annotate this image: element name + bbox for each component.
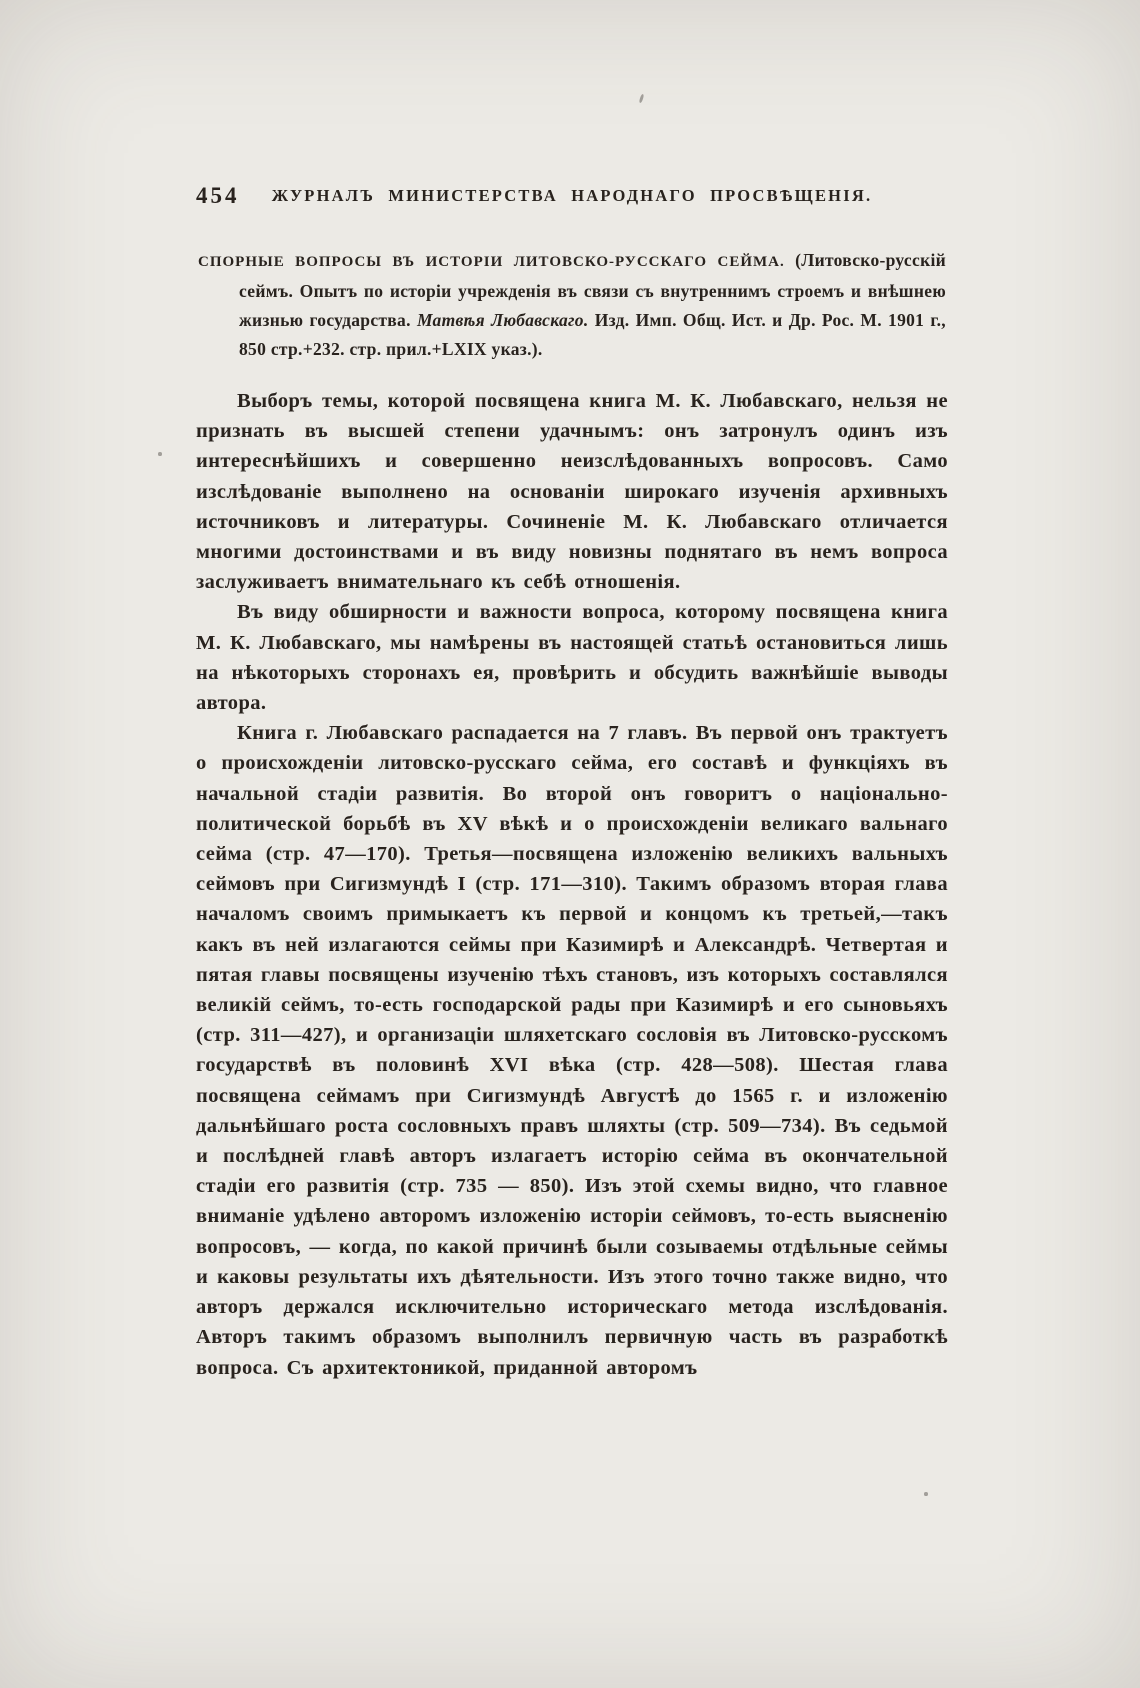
page-number: 454 xyxy=(196,183,240,208)
running-header: ЖУРНАЛЪ МИНИСТЕРСТВА НАРОДНАГО ПРОСВѢЩЕНІЯ. xyxy=(271,186,873,205)
review-author: Матвѣя Любавскаго. xyxy=(416,310,589,330)
scan-artifact xyxy=(158,452,162,456)
scan-artifact xyxy=(924,1492,928,1496)
paragraph-3: Книга г. Любавскаго распадается на 7 главъ. Въ первой онъ трактуетъ о происхожденіи литовско-русскаго сейма, его составѣ и функціяхъ въ начальной стадіи развитія. Во второй онъ говоритъ о національно-политической борьбѣ въ XV вѣкѣ и о происхожденіи великаго вальнаго сейма (стр. 47—170). Третья—посвящена изложенію великихъ вальныхъ сеймовъ при Сигизмундѣ I (стр. 171—310). Такимъ образомъ вторая глава началомъ своимъ примыкаетъ къ первой и концомъ къ третьей,—такъ какъ въ ней излагаются сеймы при Казимирѣ и Александрѣ. Четвертая и пятая главы посвящены изученію тѣхъ становъ, изъ которыхъ составлялся великій сеймъ, то-есть господарской рады при Казимирѣ и его сыновьяхъ (стр. 311—427), и организаціи шляхетскаго сословія въ Литовско-русскомъ государствѣ въ половинѣ XVI вѣка (стр. 428—508). Шестая глава посвящена сеймамъ при Сигизмундѣ Августѣ до 1565 г. и изложенію дальнѣйшаго роста сословныхъ правъ шляхты (стр. 509—734). Въ седьмой и послѣдней главѣ авторъ излагаетъ исторію сейма въ окончательной стадіи его развитія (стр. 735 — 850). Изъ этой схемы видно, что главное вниманіе удѣлено авторомъ изложенію исторіи сеймовъ, то-есть выясненію вопросовъ, — когда, по какой причинѣ были созываемы отдѣльные сеймы и каковы результаты ихъ дѣятельности. Изъ этого точно также видно, что авторъ держался исключительно историческаго метода изслѣдованія. Авторъ такимъ образомъ выполнилъ первичную часть въ разработкѣ вопроса. Съ архитектоникой, приданной авторомъ xyxy=(196,722,948,1379)
paragraph-2: Въ виду обширности и важности вопроса, которому посвящена книга М. К. Любавскаго, мы намѣрены въ настоящей статьѣ остановиться лишь на нѣкоторыхъ сторонахъ ея, провѣрить и обсудить важнѣйшіе выводы автора. xyxy=(196,601,948,715)
review-bibliographic-heading xyxy=(198,246,946,364)
review-title: СПОРНЫЕ ВОПРОСЫ ВЪ ИСТОРІИ ЛИТОВСКО-РУССКАГО СЕЙМА. xyxy=(198,254,785,270)
paragraph-1: Выборъ темы, которой посвящена книга М. К. Любавскаго, нельзя не признать въ высшей степени удачнымъ: онъ затронулъ одинъ изъ интереснѣйшихъ и совершенно неизслѣдованныхъ вопросовъ. Само изслѣдованіе выполнено на основаніи широкаго изученія архивныхъ источниковъ и литературы. Сочиненіе М. К. Любавскаго отличается многими достоинствами и въ виду новизны поднятаго въ немъ вопроса заслуживаетъ внимательнаго къ себѣ отношенія. xyxy=(196,390,948,594)
page-header xyxy=(196,183,948,211)
review-subtitle: (Литовско-русскій сеймъ. Опытъ по исторіи учрежденія въ связи съ внутреннимъ строемъ и внѣшнею жизнью государства. xyxy=(239,250,946,330)
review-imprint: Изд. Имп. Общ. Ист. и Др. Рос. М. 1901 г., 850 стр.+232. стр. прил.+LXIX указ.). xyxy=(239,310,946,359)
article-body xyxy=(196,386,948,1383)
scan-artifact xyxy=(639,94,645,103)
